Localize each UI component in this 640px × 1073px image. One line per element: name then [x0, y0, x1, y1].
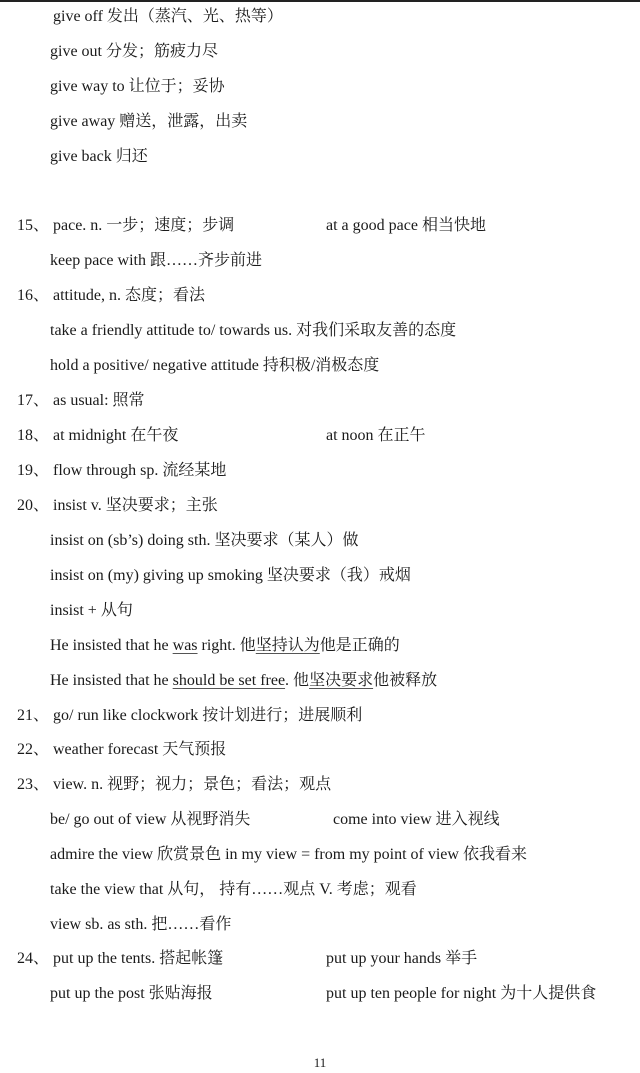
list-item: [0, 40, 640, 64]
entry-head: view. n. 视野；视力；景色；看法；观点: [53, 776, 332, 793]
entry-19: [0, 459, 640, 483]
entry-col2: at noon 在正午: [326, 427, 426, 444]
entry-16: [0, 284, 640, 308]
entry-20: [0, 494, 640, 518]
entry-number: 24、: [17, 950, 50, 967]
entry-15-sub: [0, 249, 640, 273]
entry-24: [0, 947, 640, 971]
sub-phrase-col2: come into view 进入视线: [333, 811, 500, 828]
phrase-give-away: give away 赠送，泄露，出卖: [50, 113, 248, 130]
entry-20-sub: [0, 599, 640, 623]
entry-number: 17、: [17, 392, 50, 409]
entry-col2: at a good pace 相当快地: [326, 217, 486, 234]
entry-20-example: [0, 634, 640, 658]
sub-phrase: be/ go out of view 从视野消失: [50, 811, 251, 828]
phrase-give-back: give back 归还: [50, 148, 148, 165]
example-text: He insisted that he: [50, 672, 173, 689]
entry-number: 23、: [17, 776, 50, 793]
sub-phrase: keep pace with 跟……齐步前进: [50, 252, 262, 269]
sub-phrase-col2: put up ten people for night 为十人提供食: [326, 985, 597, 1002]
sub-phrase: insist + 从句: [50, 602, 133, 619]
example-sentence: [50, 669, 437, 693]
entry-23-sub: [0, 878, 640, 902]
sub-phrase: view sb. as sth. 把……看作: [50, 916, 232, 933]
entry-18: [0, 424, 640, 448]
example-text: He insisted that he: [50, 637, 173, 654]
entry-20-sub: [0, 529, 640, 553]
entry-16-sub: [0, 354, 640, 378]
example-text: right. 他: [197, 637, 256, 654]
sub-phrase: admire the view 欣赏景色 in my view = from my point of view 依我看来: [50, 846, 527, 863]
entry-16-sub: [0, 319, 640, 343]
entry-head: weather forecast 天气预报: [53, 741, 227, 758]
entry-number: 19、: [17, 462, 50, 479]
sub-phrase: put up the post 张贴海报: [50, 985, 213, 1002]
entry-number: 16、: [17, 287, 50, 304]
example-text: . 他: [285, 672, 310, 689]
entry-head: at midnight 在午夜: [53, 427, 179, 444]
sub-phrase: insist on (sb’s) doing sth. 坚决要求（某人）做: [50, 532, 359, 549]
entry-head: flow through sp. 流经某地: [53, 462, 227, 479]
entry-23-sub: [0, 843, 640, 867]
top-rule: [0, 0, 640, 2]
example-sentence: [50, 634, 400, 658]
entry-number: 21、: [17, 707, 50, 724]
page-number: 11: [313, 1055, 327, 1070]
example-text: 他是正确的: [319, 637, 400, 654]
list-item: [0, 110, 640, 134]
entry-head: insist v. 坚决要求；主张: [53, 497, 218, 514]
example-text: 他被释放: [373, 672, 438, 689]
entry-head: as usual: 照常: [53, 392, 145, 409]
entry-15: [0, 214, 640, 238]
entry-head: go/ run like clockwork 按计划进行；进展顺利: [53, 707, 363, 724]
sub-phrase: take a friendly attitude to/ towards us. 对我们采取友善的态度: [50, 322, 457, 339]
underlined-text: 坚决要求: [309, 672, 374, 689]
list-item: [0, 5, 640, 29]
phrase-give-off: give off 发出（蒸汽、光、热等）: [53, 8, 283, 25]
entry-24-sub: [0, 982, 640, 1006]
entry-23-sub: [0, 808, 640, 832]
entry-head: attitude, n. 态度；看法: [53, 287, 205, 304]
phrase-give-way-to: give way to 让位于；妥协: [50, 78, 225, 95]
entry-head: put up the tents. 搭起帐篷: [53, 950, 224, 967]
entry-22: [0, 738, 640, 762]
sub-phrase: take the view that 从句， 持有……观点 V. 考虑；观看: [50, 881, 417, 898]
entry-20-example: [0, 669, 640, 693]
entry-20-sub: [0, 564, 640, 588]
list-item: [0, 145, 640, 169]
sub-phrase: insist on (my) giving up smoking 坚决要求（我）戒烟: [50, 567, 411, 584]
underlined-text: should be set free: [172, 672, 286, 689]
entry-number: 20、: [17, 497, 50, 514]
underlined-text: 坚持认为: [255, 637, 320, 654]
sub-phrase: hold a positive/ negative attitude 持积极/消极态度: [50, 357, 380, 374]
entry-21: [0, 704, 640, 728]
entry-number: 15、: [17, 217, 50, 234]
list-item: [0, 75, 640, 99]
entry-17: [0, 389, 640, 413]
entry-23: [0, 773, 640, 797]
entry-number: 22、: [17, 741, 50, 758]
entry-head: pace. n. 一步；速度；步调: [53, 217, 235, 234]
entry-number: 18、: [17, 427, 50, 444]
entry-col2: put up your hands 举手: [326, 950, 478, 967]
phrase-give-out: give out 分发；筋疲力尽: [50, 43, 218, 60]
underlined-text: was: [172, 637, 198, 654]
entry-23-sub: [0, 913, 640, 937]
